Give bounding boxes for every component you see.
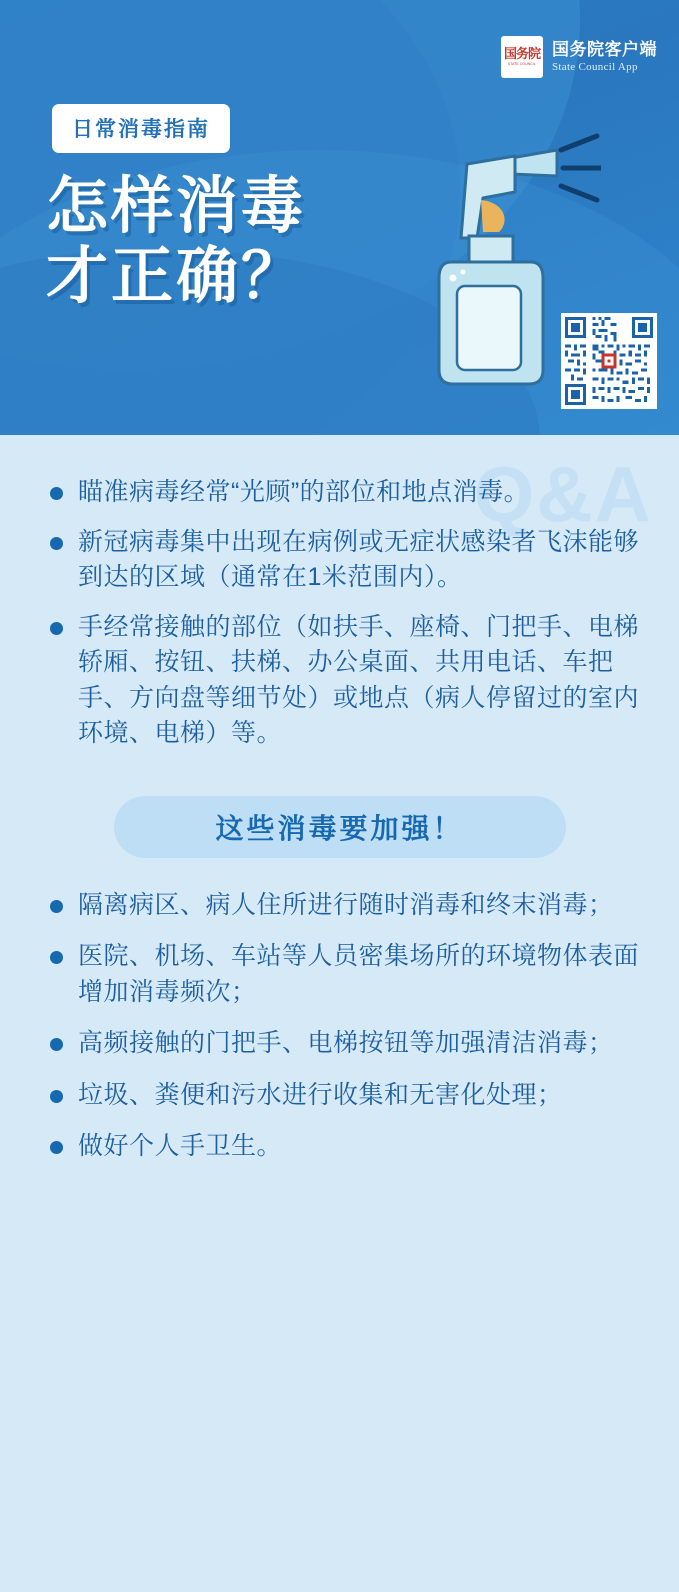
brand-name-cn: 国务院客户端 (552, 40, 657, 60)
brand-logo (501, 36, 657, 78)
list-item: 隔离病区、病人住所进行随时消毒和终末消毒； (44, 888, 645, 924)
list-item: 瞄准病毒经常“光顾”的部位和地点消毒。 (44, 475, 645, 511)
page-title-line2: 才正确？ (46, 242, 307, 312)
list-item: 手经常接触的部位（如扶手、座椅、门把手、电梯轿厢、按钮、扶梯、办公桌面、共用电话、车把手、方向盘等细节处）或地点（病人停留过的室内环境、电梯）等。 (44, 610, 645, 752)
bullet-list-primary (44, 475, 645, 752)
qa-watermark: Q&A (473, 450, 653, 538)
list-item: 医院、机场、车站等人员密集场所的环境物体表面增加消毒频次； (44, 939, 645, 1010)
brand-name-en: State Council App (552, 61, 638, 74)
list-item: 做好个人手卫生。 (44, 1129, 645, 1165)
bullet-list-secondary (44, 888, 645, 1165)
brand-name (552, 39, 657, 75)
state-council-emblem-icon (501, 36, 543, 78)
header-banner (0, 0, 679, 435)
list-item: 新冠病毒集中出现在病例或无症状感染者飞沫能够到达的区域（通常在1米范围内）。 (44, 525, 645, 596)
emblem-cn-text: 国务院 (503, 46, 540, 62)
qr-code[interactable] (561, 313, 657, 409)
emblem-en-text: STATE COUNCIL (507, 62, 537, 67)
page-title-line1: 怎样消毒 (46, 172, 307, 241)
list-item: 垃圾、粪便和污水进行收集和无害化处理； (44, 1078, 645, 1114)
content-area (0, 435, 679, 1592)
guide-label-pill: 日常消毒指南 (52, 104, 230, 153)
list-item: 高频接触的门把手、电梯按钮等加强清洁消毒； (44, 1026, 645, 1062)
section-title-banner: 这些消毒要加强！ (114, 796, 566, 858)
page-title (46, 172, 306, 312)
